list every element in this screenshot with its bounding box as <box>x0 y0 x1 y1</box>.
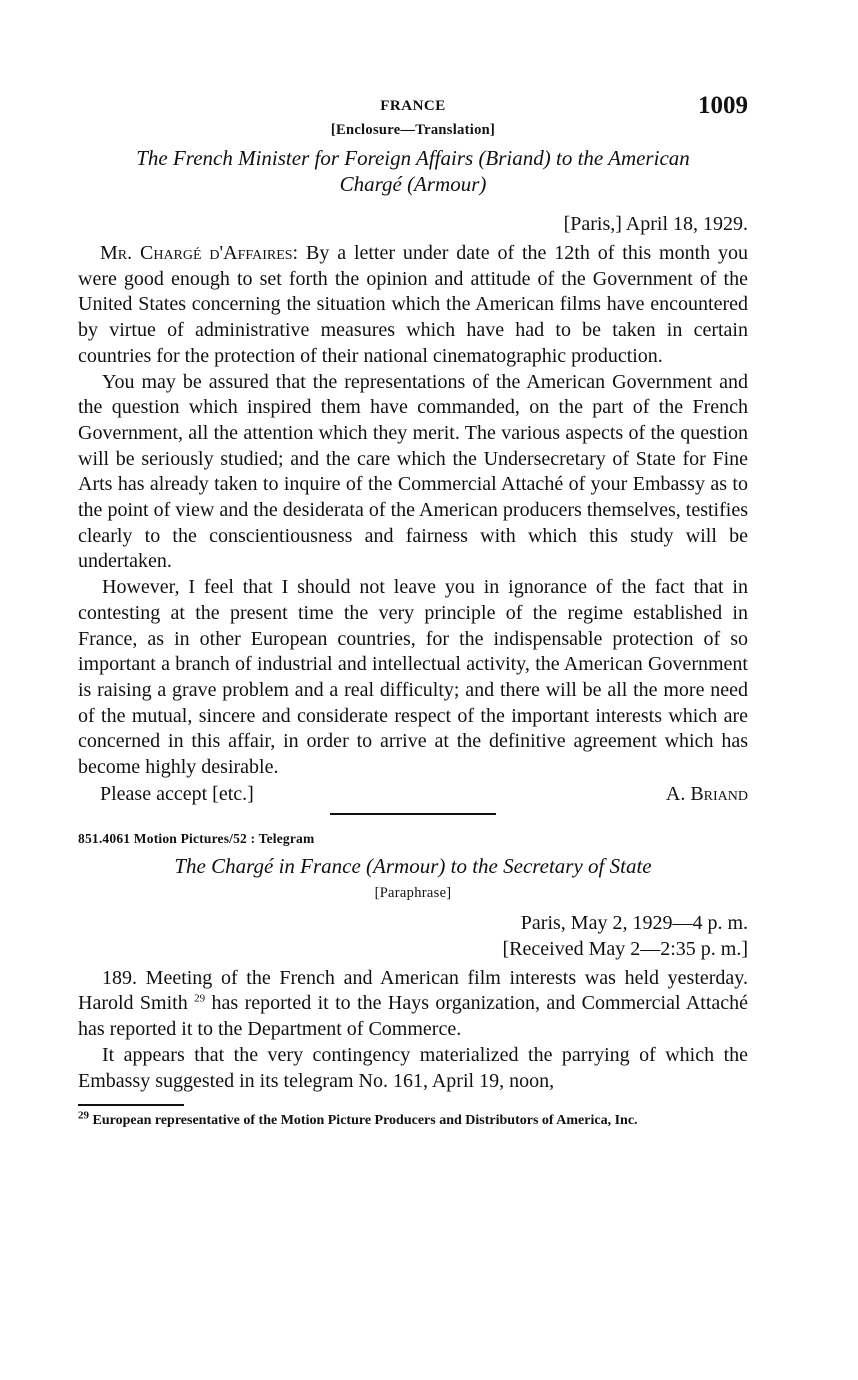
running-head <box>78 88 748 122</box>
footnote-marker: 29 <box>78 1109 89 1122</box>
enclosure-paragraph-1 <box>78 241 748 370</box>
closing-line <box>78 781 748 809</box>
enclosure-paragraph-2: You may be assured that the representations of the American Government and the question which inspired them have commanded, on the part of the French Government, all the attention which they merit. The various aspects of the question will be seriously studied; and the care which the Undersecretary of State for Fine Arts has already taken to inquire of the Commercial Attaché of your Embassy as to the point of view and the desiderata of the American producers themselves, testifies clearly to the conscientiousness and fairness with which this study will be undertaken. <box>78 370 748 573</box>
footnote <box>78 1109 748 1129</box>
enclosure-label: [Enclosure—Translation] <box>330 122 496 138</box>
enclosure-paragraph-3: However, I feel that I should not leave you in ignorance of the fact that in contesting at the present time the very principle of the regime established in France, as in other European countries, for the indispensable protection of so important a branch of industrial and intellectual activity, the American Government is raising a grave problem and a real difficulty; and there will be all the more need of the mutual, sincere and considerate respect of the important interests which are concerned in this affair, in order to arrive at the definitive agreement which has become highly desirable. <box>78 576 748 779</box>
enclosure-paragraph-1-text: By a letter under date of the 12th of this month you were good enough to set forth the opinion and attitude of the Government of the United States concerning the situation which the American films have encountered by virtue of administrative measures which have had to be taken in certain countries for the protection of their national cinematographic production. <box>78 242 748 367</box>
telegram-heading: The Chargé in France (Armour) to the Secretary of State <box>174 853 652 878</box>
document-page <box>78 88 748 1129</box>
paraphrase-label: [Paraphrase] <box>374 884 452 901</box>
telegram-received: [Received May 2—2:35 p. m.] <box>502 937 748 960</box>
footnote-text: European representative of the Motion Picture Producers and Distributors of America, Inc. <box>92 1113 638 1129</box>
enclosure-date: [Paris,] April 18, 1929. <box>563 213 748 235</box>
telegram-file-reference: 851.4061 Motion Pictures/52 : Telegram <box>78 830 315 846</box>
page-number: 1009 <box>698 92 748 119</box>
telegram-sent: Paris, May 2, 1929—4 p. m. <box>520 911 748 934</box>
enclosure-heading <box>78 145 748 197</box>
footnote-divider <box>78 1104 184 1106</box>
salutation: Mr. Chargé d'Affaires: <box>100 242 299 264</box>
footnote-reference: 29 <box>194 992 206 1005</box>
signature: A. Briand <box>665 782 748 805</box>
telegram-paragraph-2: It appears that the very contingency materialized the parrying of which the Embassy suggested in its telegram No. 161, April 19, noon, <box>78 1043 748 1092</box>
telegram-paragraph-1-text-b: has reported it to the Hays organization, and Commercial Attaché has reported it to the Department of Commerce. <box>78 992 749 1041</box>
enclosure-heading-line1: The French Minister for Foreign Affairs (Briand) to the American <box>136 146 690 170</box>
closing-formula: Please accept [etc.] <box>100 782 254 805</box>
enclosure-heading-line2: Chargé (Armour) <box>339 172 487 196</box>
running-title: FRANCE <box>380 98 446 114</box>
telegram-paragraph-1-text-a: 189. Meeting of the French and American film interests was held yesterday. Harold Smith <box>78 966 748 1015</box>
section-divider <box>330 813 496 815</box>
telegram-paragraph-1 <box>78 966 748 1043</box>
